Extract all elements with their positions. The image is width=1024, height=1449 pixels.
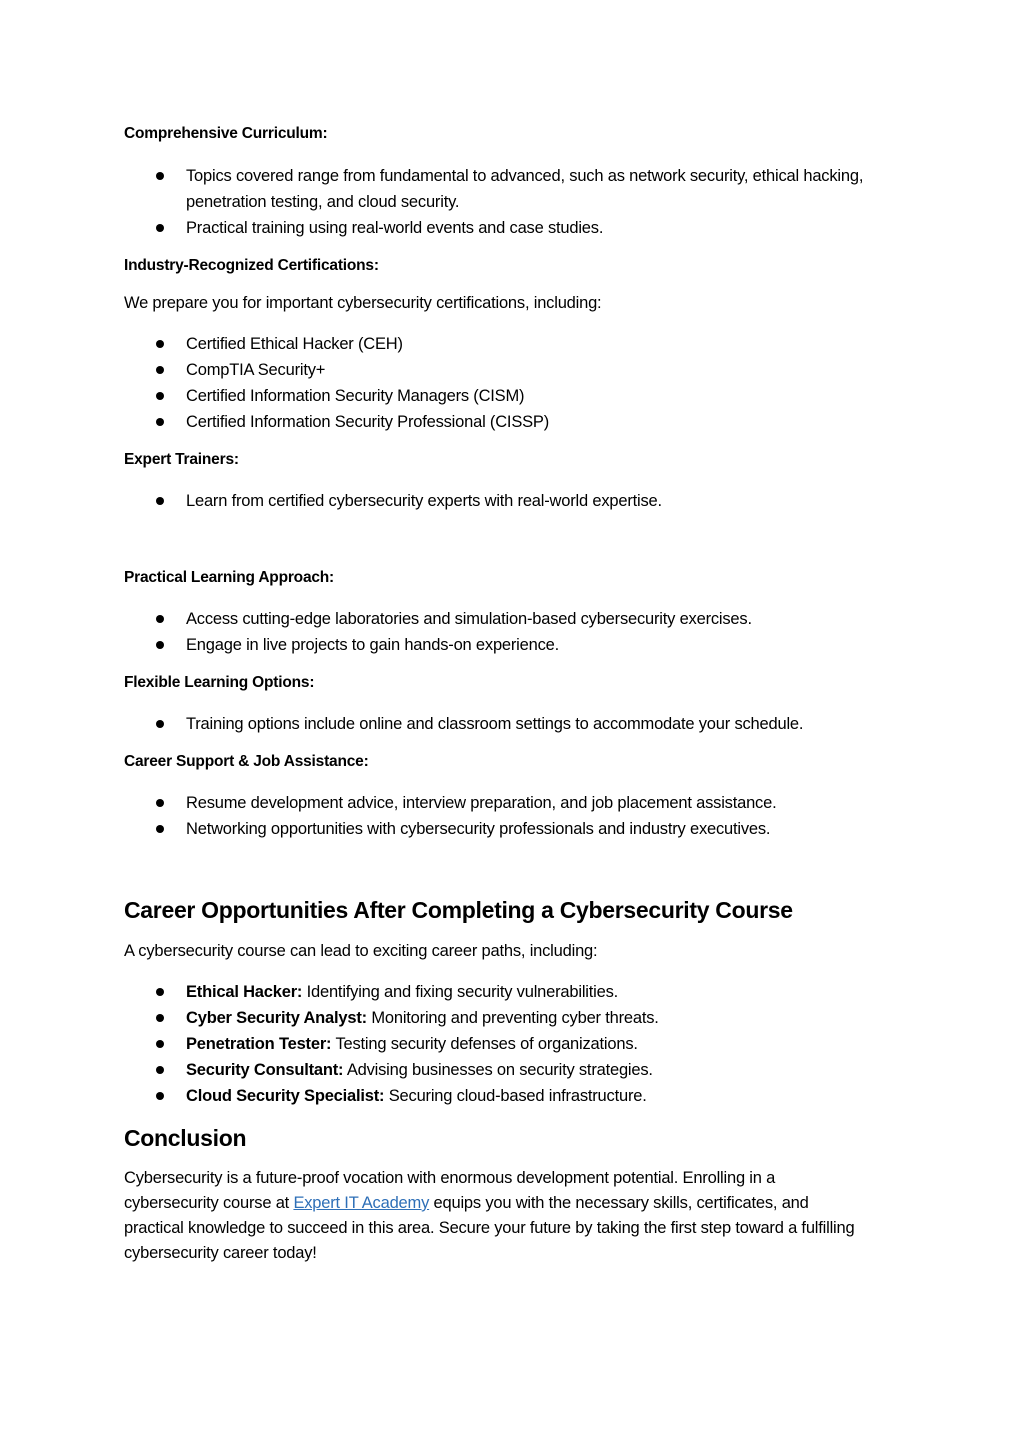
bullet-icon [156, 1066, 164, 1074]
bullet-icon [156, 392, 164, 400]
flexible-label: Flexible Learning Options: [124, 674, 315, 691]
bullet-icon [156, 340, 164, 348]
list-item: Engage in live projects to gain hands-on experience. [124, 632, 864, 658]
list-item [124, 979, 864, 1005]
flexible-list [124, 711, 864, 737]
role-title: Cyber Security Analyst: [186, 1009, 367, 1027]
role-desc: Testing security defenses of organizations. [331, 1035, 638, 1053]
conclusion-text-after: equips you with the necessary skills, certificates, and practical knowledge to succeed in this area. Secure your future by taking the first step toward a fulfilling cybersecurity career today! [124, 1194, 855, 1262]
list-item: Networking opportunities with cybersecurity professionals and industry executives. [124, 816, 864, 842]
bullet-icon [156, 1092, 164, 1100]
role-title: Security Consultant: [186, 1061, 344, 1079]
expert-it-academy-link[interactable]: Expert IT Academy [293, 1194, 430, 1212]
list-item [124, 1031, 864, 1057]
list-item: Certified Ethical Hacker (CEH) [124, 331, 864, 357]
list-item [124, 1083, 864, 1109]
list-item: Certified Information Security Managers (CISM) [124, 383, 864, 409]
bullet-icon [156, 988, 164, 996]
bullet-icon [156, 720, 164, 728]
list-item: Practical training using real-world events and case studies. [124, 215, 864, 241]
list-item: Learn from certified cybersecurity experts with real-world expertise. [124, 488, 864, 514]
certifications-intro: We prepare you for important cybersecurity certifications, including: [124, 294, 602, 312]
career-heading: Career Opportunities After Completing a Cybersecurity Course [124, 897, 793, 923]
conclusion-heading: Conclusion [124, 1125, 247, 1151]
conclusion-paragraph [124, 1166, 864, 1266]
list-item [124, 1057, 864, 1083]
career-intro: A cybersecurity course can lead to exciting career paths, including: [124, 942, 598, 960]
conclusion-text-before: Cybersecurity is a future-proof vocation with enormous development potential. Enrolling in a cybersecurity course at [124, 1169, 776, 1212]
trainers-list [124, 488, 864, 514]
bullet-icon [156, 799, 164, 807]
role-desc: Identifying and fixing security vulnerabilities. [302, 983, 619, 1001]
certifications-label: Industry-Recognized Certifications: [124, 257, 379, 274]
bullet-icon [156, 615, 164, 623]
bullet-icon [156, 418, 164, 426]
list-item: Certified Information Security Professional (CISSP) [124, 409, 864, 435]
bullet-icon [156, 825, 164, 833]
career-support-list [124, 790, 864, 842]
role-title: Penetration Tester: [186, 1035, 332, 1053]
list-item: Access cutting-edge laboratories and simulation-based cybersecurity exercises. [124, 606, 864, 632]
role-title: Cloud Security Specialist: [186, 1087, 385, 1105]
career-roles-list [124, 979, 864, 1109]
bullet-icon [156, 641, 164, 649]
bullet-icon [156, 366, 164, 374]
list-item: Training options include online and classroom settings to accommodate your schedule. [124, 711, 864, 737]
list-item: Resume development advice, interview preparation, and job placement assistance. [124, 790, 864, 816]
role-desc: Advising businesses on security strategies. [343, 1061, 653, 1079]
trainers-label: Expert Trainers: [124, 451, 239, 468]
bullet-icon [156, 224, 164, 232]
bullet-icon [156, 497, 164, 505]
list-item [124, 1005, 864, 1031]
career-support-label: Career Support & Job Assistance: [124, 753, 369, 770]
role-desc: Monitoring and preventing cyber threats. [366, 1009, 659, 1027]
list-item: Topics covered range from fundamental to advanced, such as network security, ethical hacking, penetration testing, and cloud security. [124, 163, 864, 215]
document-page [124, 124, 864, 1266]
curriculum-label: Comprehensive Curriculum: [124, 125, 328, 142]
role-desc: Securing cloud-based infrastructure. [384, 1087, 647, 1105]
certifications-list [124, 331, 864, 435]
bullet-icon [156, 172, 164, 180]
bullet-icon [156, 1014, 164, 1022]
role-title: Ethical Hacker: [186, 983, 303, 1001]
bullet-icon [156, 1040, 164, 1048]
practical-label: Practical Learning Approach: [124, 569, 335, 586]
practical-list [124, 606, 864, 658]
list-item: CompTIA Security+ [124, 357, 864, 383]
curriculum-list [124, 163, 864, 241]
